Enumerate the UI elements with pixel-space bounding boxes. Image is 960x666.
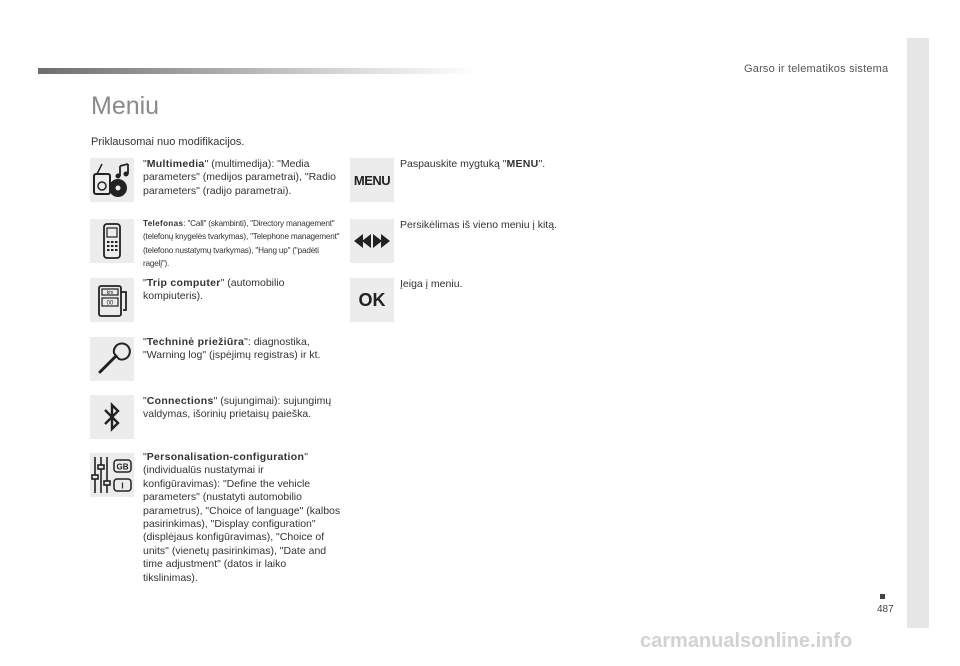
menu-item-name: Multimedia [146,158,205,170]
menu-item-name: Telefonas [143,219,184,228]
ok-button-icon [350,278,394,322]
ok-button-description: Įeiga į meniu. [400,278,463,290]
menu-item-name: Connections [146,395,214,407]
page-title: Meniu [91,92,160,120]
menu-item-description: : diagnostika, "Warning log" (įspėjimų registras) ir kt. [143,336,321,362]
menu-item-name: Trip computer [146,277,221,289]
menu-button-icon [350,158,394,202]
menu-item-trip-computer: "Trip computer" (automobilio kompiuteris). [143,277,285,303]
menu-item-telephone [143,217,343,271]
trip-computer-icon [90,278,134,322]
menu-item-connections: "Connections" (sujungimai): sujungimų valdymas, išorinių prietaisų paieška. [143,395,332,421]
arrows-description: Persikėlimas iš vieno meniu į kitą. [400,219,557,231]
personalisation-icon [90,453,134,497]
intro-text: Priklausomai nuo modifikacijos. [91,136,245,148]
page-marker [880,594,885,599]
page-number: 487 [877,604,894,615]
section-title: Garso ir telematikos sistema [744,63,889,75]
svg-text:00: 00 [106,300,114,307]
wrench-icon [90,337,134,381]
page-side-tab [907,38,929,628]
arrows-icon [350,219,394,263]
menu-button-label: MENU [353,172,391,188]
menu-item-description: : "Call" (skambinti), "Directory management" (telefonų knygelės tvarkymas), "Telephone management" (telefono nustatymų tvarkymas), "Hang up" ("padėti ragelį"). [143,219,340,269]
menu-item-description: (individualūs nustatymai ir konfigūravimas): "Define the vehicle parameters" (nustatyti automobilio parametrus), "Choice of language" (kalbos pasirinkimas), "Display configuration" (displėjaus konfigūravimas), "Choice of units" (vienetų pasirinkimas), "Date and time adjustment" (datos ir laiko tikslinimas). [143,464,341,584]
multimedia-icon [90,158,134,202]
watermark: carmanualsonline.info [640,630,853,652]
menu-item-multimedia: "Multimedia" (multimedija): "Media parameters" (medijos parametrai), "Radio parameters" (radijo parametrai). [143,158,337,197]
icon-label-gb: GB [116,462,129,472]
telephone-icon [90,219,134,263]
menu-item-name: Personalisation-configuration [146,451,305,463]
menu-item-description: (sujungimai): sujungimų valdymas, išorinių prietaisų paieška. [143,395,332,421]
ok-button-label: OK [358,289,386,310]
bluetooth-icon [90,395,134,439]
icon-label-i: I [121,481,124,491]
menu-item-description: (automobilio kompiuteris). [143,277,285,303]
menu-item-maintenance: "Techninė priežiūra": diagnostika, "Warning log" (įspėjimų registras) ir kt. [143,336,321,362]
menu-item-personalisation: "Personalisation-configuration" (individualūs nustatymai ir konfigūravimas): "Define the vehicle parameters" (nustatyti automobilio parametrus), "Choice of language" (kalbos pasirinkimas), "Display configuration" (displėjaus konfigūravimas), "Choice of units" (vienetų pasirinkimas), "Date and time adjustment" (datos ir laiko tikslinimas). [143,451,341,584]
svg-text:km: km [106,290,114,297]
header-gradient-bar [38,68,478,74]
menu-item-description: (multimedija): "Media parameters" (medijos parametrai), "Radio parameters" (radijo parametrai). [143,158,337,197]
menu-item-name: Techninė priežiūra [146,336,245,348]
menu-button-description: Paspauskite mygtuką "MENU". [400,158,546,170]
